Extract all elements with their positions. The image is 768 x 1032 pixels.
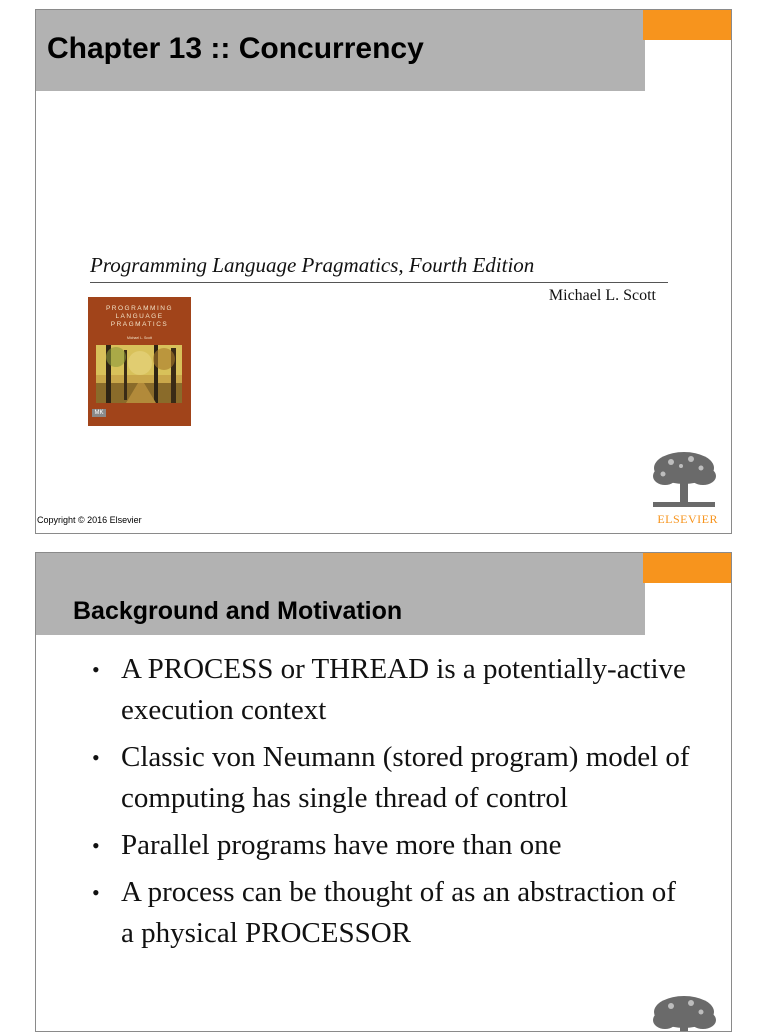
bullet-icon: • bbox=[92, 657, 100, 682]
title-bar bbox=[36, 10, 645, 91]
cover-title: PROGRAMMING LANGUAGE PRAGMATICS bbox=[105, 305, 174, 328]
author-name: Michael L. Scott bbox=[548, 287, 656, 304]
slide-2 bbox=[35, 552, 732, 1032]
elsevier-tree-logo-icon bbox=[651, 450, 717, 510]
bullet-list bbox=[92, 649, 692, 960]
accent-tab bbox=[643, 553, 731, 583]
divider bbox=[90, 282, 668, 283]
book-cover-image bbox=[88, 297, 191, 426]
elsevier-tree-logo-icon bbox=[651, 994, 717, 1032]
cover-forest-photo bbox=[96, 345, 182, 403]
list-item: • A process can be thought of as an abstraction of a physical PROCESSOR bbox=[92, 872, 692, 954]
cover-author: Michael L. Scott bbox=[127, 336, 152, 340]
bullet-icon: • bbox=[92, 880, 100, 905]
copyright-text: Copyright © 2016 Elsevier bbox=[37, 515, 142, 525]
bullet-icon: • bbox=[92, 833, 100, 858]
list-item: • Classic von Neumann (stored program) model of computing has single thread of control bbox=[92, 737, 692, 819]
list-item: • A PROCESS or THREAD is a potentially-active execution context bbox=[92, 649, 692, 731]
slide-title: Background and Motivation bbox=[73, 597, 403, 625]
bullet-icon: • bbox=[92, 745, 100, 770]
accent-tab bbox=[643, 10, 731, 40]
list-item: • Parallel programs have more than one bbox=[92, 825, 692, 866]
elsevier-wordmark: ELSEVIER bbox=[657, 512, 718, 526]
title-bar bbox=[36, 553, 645, 635]
slide-1 bbox=[35, 9, 732, 534]
book-title: Programming Language Pragmatics, Fourth Edition bbox=[90, 253, 535, 277]
mk-badge: MK bbox=[92, 409, 106, 417]
slide-title: Chapter 13 :: Concurrency bbox=[47, 32, 424, 65]
